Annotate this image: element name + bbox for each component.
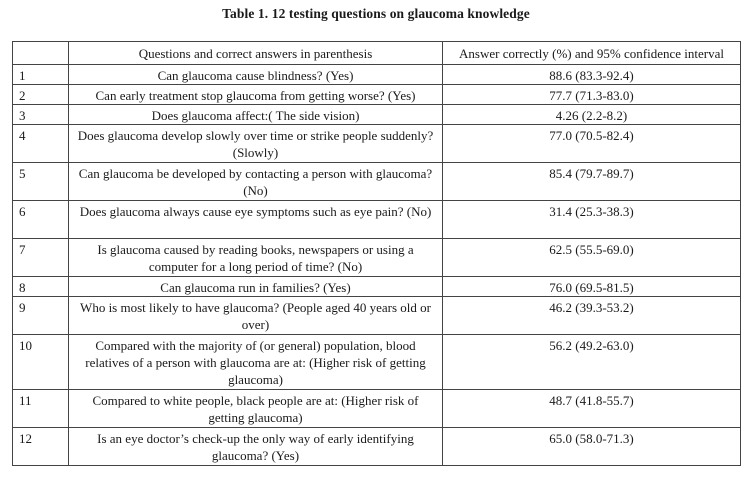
- row-answer: 4.26 (2.2-8.2): [443, 105, 741, 125]
- row-question: Is glaucoma caused by reading books, newspapers or using a computer for a long period of time? (No): [69, 239, 443, 277]
- row-number: 4: [13, 125, 69, 163]
- row-answer: 85.4 (79.7-89.7): [443, 163, 741, 201]
- table-row: [13, 335, 741, 390]
- table-caption: Table 1. 12 testing questions on glaucoma knowledge: [222, 6, 530, 21]
- row-number: 7: [13, 239, 69, 277]
- row-answer: 88.6 (83.3-92.4): [443, 65, 741, 85]
- row-answer: 76.0 (69.5-81.5): [443, 277, 741, 297]
- table-row: [13, 239, 741, 277]
- table-row: [13, 277, 741, 297]
- row-answer: 56.2 (49.2-63.0): [443, 335, 741, 390]
- row-answer: 46.2 (39.3-53.2): [443, 297, 741, 335]
- table-row: [13, 163, 741, 201]
- row-number: 1: [13, 65, 69, 85]
- row-number: 8: [13, 277, 69, 297]
- table-row: [13, 428, 741, 466]
- row-number: 5: [13, 163, 69, 201]
- row-number: 3: [13, 105, 69, 125]
- row-number: 11: [13, 390, 69, 428]
- row-number: 6: [13, 201, 69, 239]
- row-question: Can glaucoma be developed by contacting a person with glaucoma? (No): [69, 163, 443, 201]
- row-question: Can glaucoma cause blindness? (Yes): [69, 65, 443, 85]
- row-question: Does glaucoma develop slowly over time or strike people suddenly? (Slowly): [69, 125, 443, 163]
- table-row: [13, 65, 741, 85]
- table-row: [13, 85, 741, 105]
- glaucoma-knowledge-table: [12, 41, 741, 466]
- header-number: [13, 42, 69, 65]
- row-answer: 65.0 (58.0-71.3): [443, 428, 741, 466]
- row-number: 10: [13, 335, 69, 390]
- row-question: Can glaucoma run in families? (Yes): [69, 277, 443, 297]
- header-question: Questions and correct answers in parenthesis: [69, 42, 443, 65]
- table-row: [13, 297, 741, 335]
- row-question: Does glaucoma affect:( The side vision): [69, 105, 443, 125]
- row-answer: 62.5 (55.5-69.0): [443, 239, 741, 277]
- row-answer: 31.4 (25.3-38.3): [443, 201, 741, 239]
- row-question: Who is most likely to have glaucoma? (People aged 40 years old or over): [69, 297, 443, 335]
- row-question: Compared with the majority of (or general) population, blood relatives of a person with glaucoma are at: (Higher risk of getting glaucoma): [69, 335, 443, 390]
- row-number: 2: [13, 85, 69, 105]
- row-answer: 77.7 (71.3-83.0): [443, 85, 741, 105]
- table-row: [13, 390, 741, 428]
- header-row: [13, 42, 741, 65]
- row-question: Compared to white people, black people are at: (Higher risk of getting glaucoma): [69, 390, 443, 428]
- row-answer: 77.0 (70.5-82.4): [443, 125, 741, 163]
- table-row: [13, 125, 741, 163]
- row-question: Can early treatment stop glaucoma from getting worse? (Yes): [69, 85, 443, 105]
- table-row: [13, 201, 741, 239]
- row-question: Does glaucoma always cause eye symptoms such as eye pain? (No): [69, 201, 443, 239]
- row-question: Is an eye doctor’s check-up the only way of early identifying glaucoma? (Yes): [69, 428, 443, 466]
- header-answer: Answer correctly (%) and 95% confidence interval: [443, 42, 741, 65]
- row-number: 9: [13, 297, 69, 335]
- row-number: 12: [13, 428, 69, 466]
- row-answer: 48.7 (41.8-55.7): [443, 390, 741, 428]
- table-row: [13, 105, 741, 125]
